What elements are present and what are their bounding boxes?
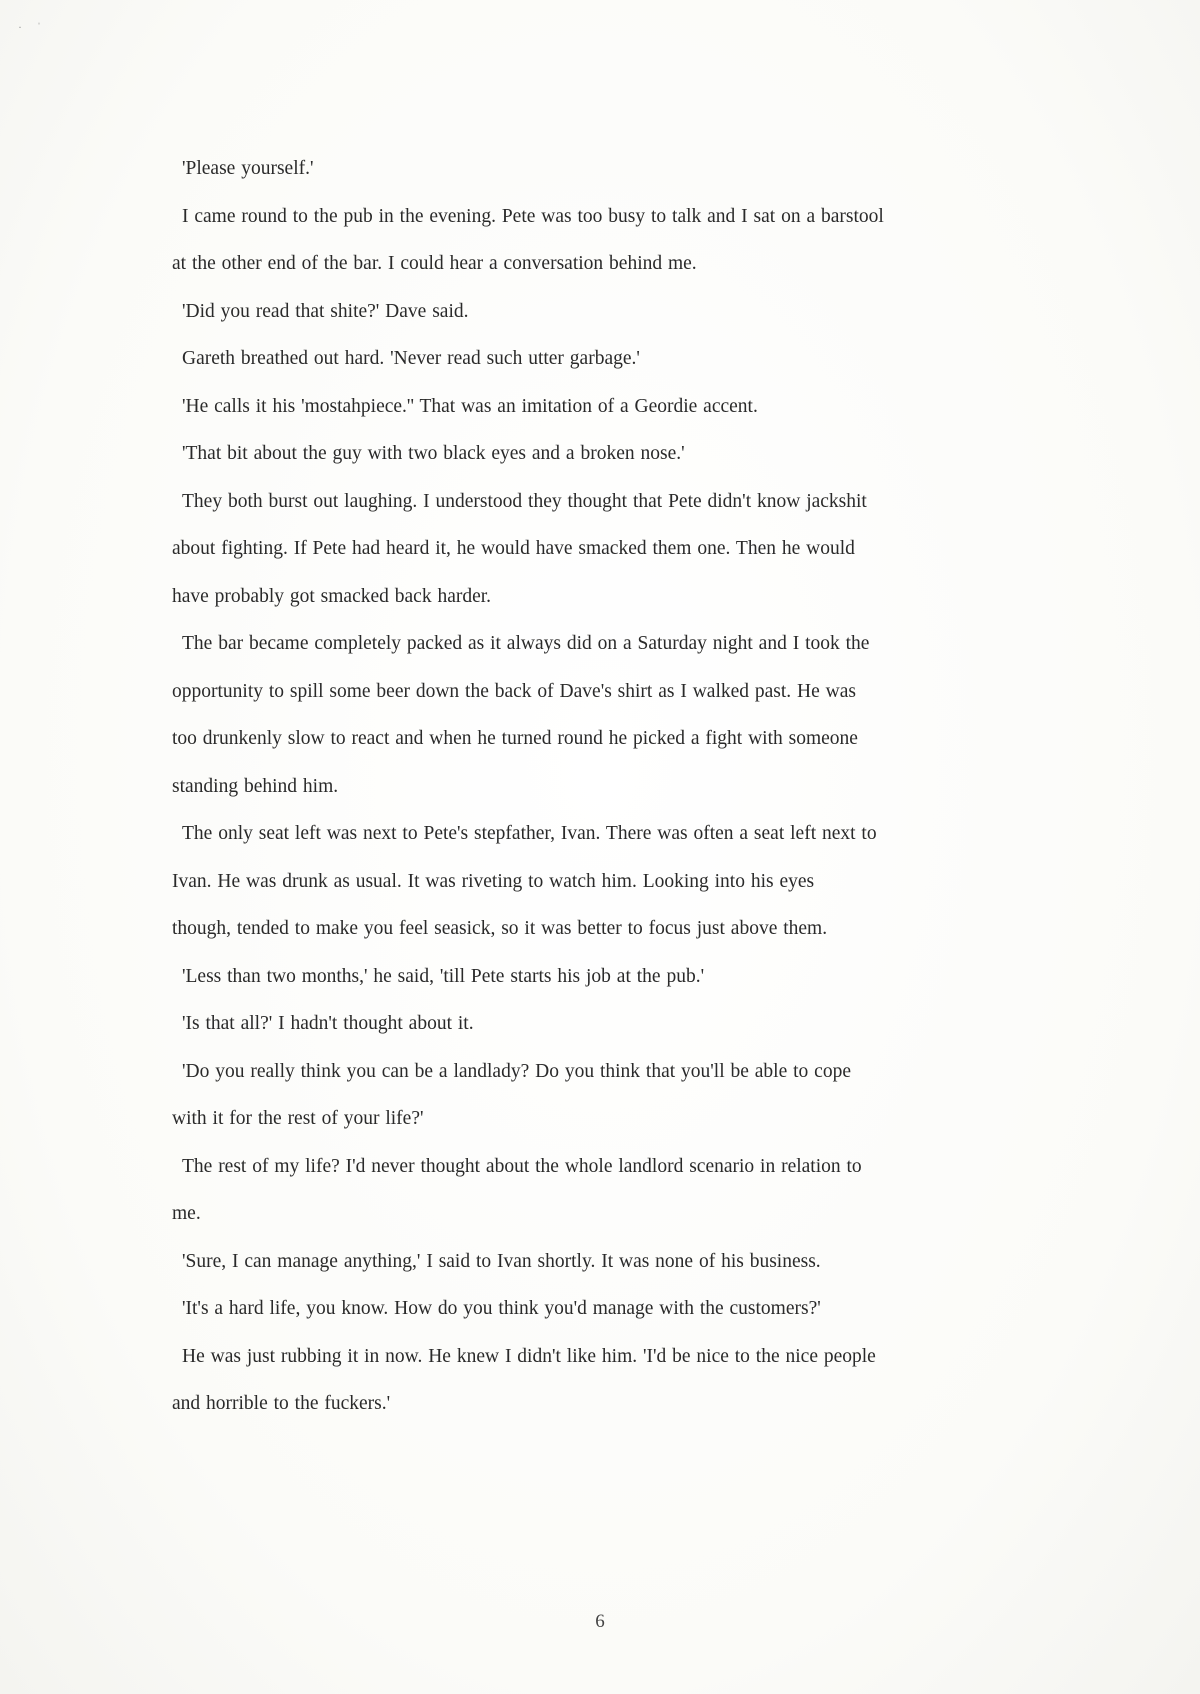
text-line: 'Did you read that shite?' Dave said. [182, 300, 469, 322]
text-line: Gareth breathed out hard. 'Never read such utter garbage.' [182, 348, 640, 369]
text-line: 'Do you really think you can be a landlady? Do you think that you'll be able to cope [182, 1060, 851, 1082]
text-line: 'Is that all?' I hadn't thought about it. [182, 1013, 474, 1034]
text-line: and horrible to the fuckers.' [172, 1393, 391, 1414]
text-line: 'He calls it his 'mostahpiece.'' That was an imitation of a Geordie accent. [182, 395, 758, 417]
text-line: The bar became completely packed as it always did on a Saturday night and I took the [182, 633, 870, 654]
page-number: 6 [595, 1611, 605, 1632]
text-line: He was just rubbing it in now. He knew I didn't like him. 'I'd be nice to the nice people [182, 1345, 876, 1367]
text-line: 'That bit about the guy with two black eyes and a broken nose.' [182, 443, 685, 464]
text-line: I came round to the pub in the evening. Pete was too busy to talk and I sat on a barstool [182, 205, 884, 227]
body-text [172, 145, 1047, 1428]
text-line: 'Please yourself.' [182, 158, 314, 179]
text-line: too drunkenly slow to react and when he turned round he picked a fight with someone [172, 728, 858, 749]
text-line: have probably got smacked back harder. [172, 585, 492, 607]
text-line: opportunity to spill some beer down the back of Dave's shirt as I walked past. He was [172, 680, 856, 702]
text-line: The rest of my life? I'd never thought about the whole landlord scenario in relation to [182, 1155, 862, 1177]
text-line: with it for the rest of your life?' [172, 1108, 424, 1129]
text-line: 'Sure, I can manage anything,' I said to Ivan shortly. It was none of his business. [182, 1250, 821, 1272]
text-line: though, tended to make you feel seasick, so it was better to focus just above them. [172, 918, 828, 939]
text-line: standing behind him. [172, 775, 339, 797]
text-line: The only seat left was next to Pete's stepfather, Ivan. There was often a seat left next to [182, 823, 877, 844]
text-line: Ivan. He was drunk as usual. It was riveting to watch him. Looking into his eyes [172, 870, 815, 892]
text-line: me. [172, 1203, 201, 1224]
text-line: about fighting. If Pete had heard it, he would have smacked them one. Then he would [172, 538, 855, 559]
text-line: 'It's a hard life, you know. How do you think you'd manage with the customers?' [182, 1298, 821, 1319]
text-line: at the other end of the bar. I could hear a conversation behind me. [172, 253, 697, 274]
text-line: 'Less than two months,' he said, 'till Pete starts his job at the pub.' [182, 965, 705, 987]
text-line: They both burst out laughing. I understood they thought that Pete didn't know jackshit [182, 490, 867, 512]
scan-artifact-mark: · ˈ [18, 20, 47, 34]
